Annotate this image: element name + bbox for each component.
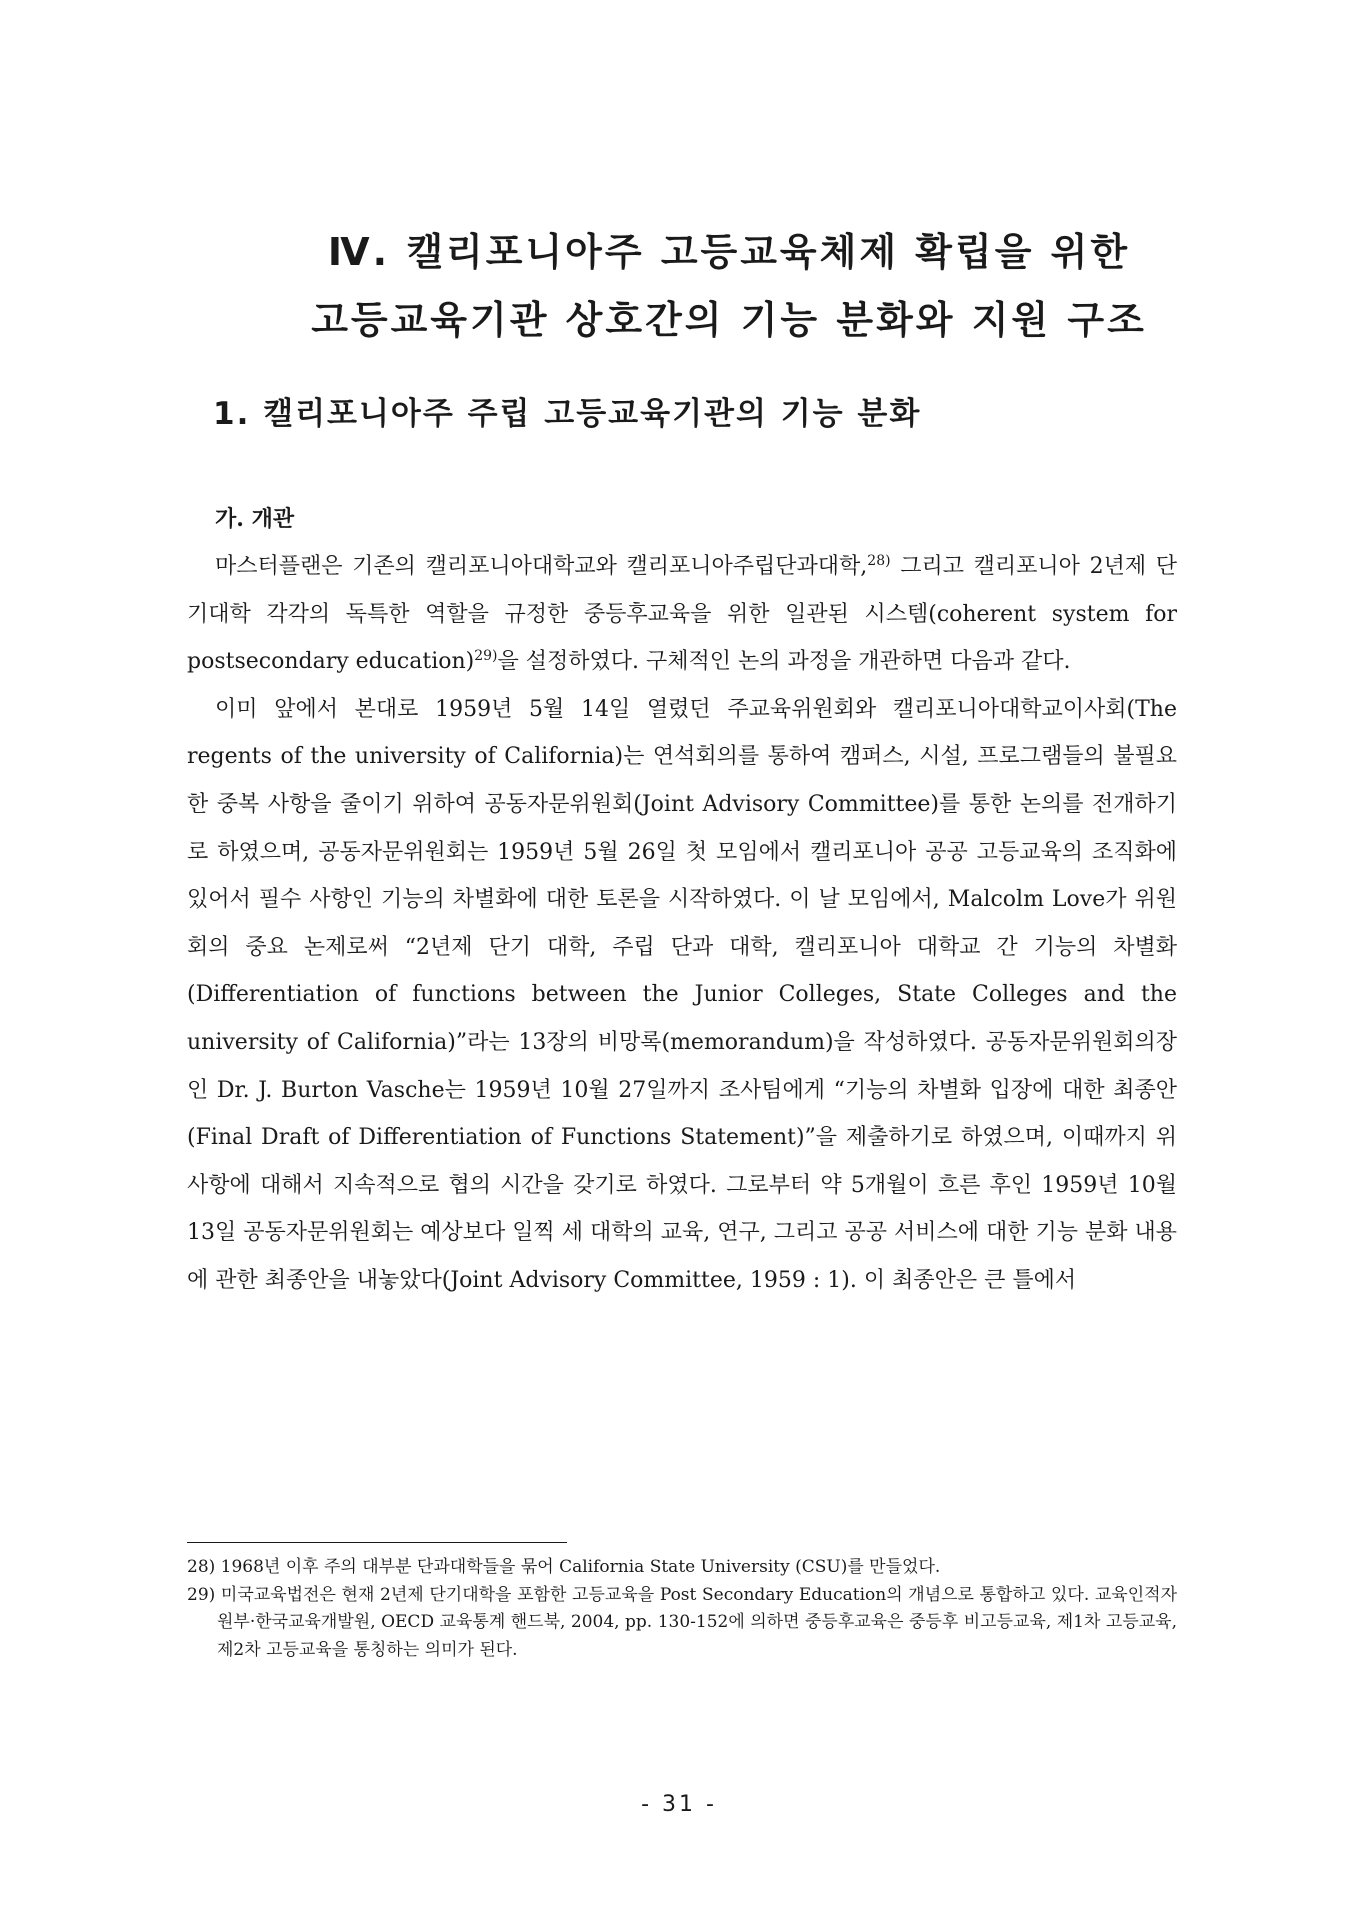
- paragraph-1-text-c: 을 설정하였다. 구체적인 논의 과정을 개관하면 다음과 같다.: [497, 649, 1071, 675]
- page-number: - 31 -: [641, 1792, 717, 1817]
- body-text: [187, 543, 1177, 1305]
- subsection-heading: 가. 개관: [215, 506, 295, 532]
- paragraph-1-text-b: 그리고 캘리포니아 2년제 단기대학 각각의 독특한 역할을 규정한 중등후교육을 위한 일관된 시스템(coherent system for postsecondary education): [187, 554, 1177, 675]
- chapter-title: [0, 218, 1358, 354]
- body-paragraph-1: [187, 543, 1177, 686]
- chapter-title-line-2: 고등교육기관 상호간의 기능 분화와 지원 구조: [311, 298, 1147, 342]
- section-heading: 1. 캘리포니아주 주립 고등교육기관의 기능 분화: [213, 396, 922, 432]
- footnote-29: 29) 미국교육법전은 현재 2년제 단기대학을 포함한 고등교육을 Post Secondary Education의 개념으로 통합하고 있다. 교육인적자원부·한국교육개발원, OECD 교육통계 핸드북, 2004, pp. 130-152에 의하면 중등후교육은 중등후 비고등교육, 제1차 고등교육, 제2차 고등교육을 통칭하는 의미가 된다.: [187, 1584, 1177, 1660]
- body-paragraph-2: 이미 앞에서 본대로 1959년 5월 14일 열렸던 주교육위원회와 캘리포니아대학교이사회(The regents of the university of California)는 연석회의를 통하여 캠퍼스, 시설, 프로그램들의 불필요한 중복 사항을 줄이기 위하여 공동자문위원회(Joint Advisory Committee)를 통한 논의를 전개하기로 하였으며, 공동자문위원회는 1959년 5월 26일 첫 모임에서 캘리포니아 공공 고등교육의 조직화에 있어서 필수 사항인 기능의 차별화에 대한 토론을 시작하였다. 이 날 모임에서, Malcolm Love가 위원회의 중요 논제로써 “2년제 단기 대학, 주립 단과 대학, 캘리포니아 대학교 간 기능의 차별화(Differentiation of functions between the Junior Colleges, State Colleges and the university of California)”라는 13장의 비망록(memorandum)을 작성하였다. 공동자문위원회의장인 Dr. J. Burton Vasche는 1959년 10월 27일까지 조사팀에게 “기능의 차별화 입장에 대한 최종안(Final Draft of Differentiation of Functions Statement)”을 제출하기로 하였으며, 이때까지 위 사항에 대해서 지속적으로 협의 시간을 갖기로 하였다. 그로부터 약 5개월이 흐른 후인 1959년 10월 13일 공동자문위원회는 예상보다 일찍 세 대학의 교육, 연구, 그리고 공공 서비스에 대한 기능 분화 내용에 관한 최종안을 내놓았다(Joint Advisory Committee, 1959 : 1). 이 최종안은 큰 틀에서: [187, 696, 1177, 1293]
- footnotes: [187, 1554, 1177, 1664]
- footnote-28: 28) 1968년 이후 주의 대부분 단과대학들을 묶어 California State University (CSU)를 만들었다.: [187, 1557, 941, 1577]
- chapter-title-line-1: Ⅳ. 캘리포니아주 고등교육체제 확립을 위한: [327, 230, 1131, 274]
- footnote-ref-29[interactable]: 29): [474, 648, 498, 665]
- footnote-divider: [187, 1542, 567, 1543]
- paragraph-1-text-a: 마스터플랜은 기존의 캘리포니아대학교와 캘리포니아주립단과대학,: [215, 554, 868, 579]
- footnote-ref-28[interactable]: 28): [867, 553, 891, 569]
